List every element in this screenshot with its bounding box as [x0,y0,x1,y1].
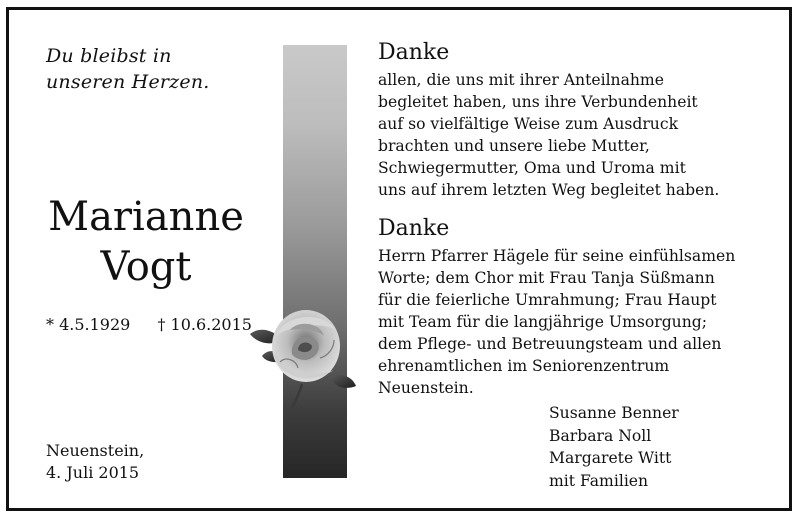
paragraph-2-line: Worte; dem Chor mit Frau Tanja Süßmann [378,269,715,287]
place-and-date [46,440,144,484]
motto [46,43,210,95]
rose-icon [246,300,364,410]
motto-line-1: Du bleibst in [46,45,172,67]
birth-date: * 4.5.1929 [46,315,131,334]
thanks-heading-2: Danke [378,216,450,241]
paragraph-1-line: allen, die uns mit ihrer Anteilnahme [378,71,664,89]
deceased-last-name: Vogt [100,244,192,290]
deceased-first-name: Marianne [48,194,244,240]
paragraph-1-line: Schwiegermutter, Oma und Uroma mit [378,159,686,177]
signer-family: mit Familien [549,471,649,490]
motto-line-2: unseren Herzen. [46,71,210,93]
thanks-paragraph-2 [378,245,735,399]
death-date: † 10.6.2015 [157,315,252,334]
paragraph-1-line: begleitet haben, uns ihre Verbundenheit [378,93,698,111]
date-line: 4. Juli 2015 [46,463,140,482]
paragraph-2-line: für die feierliche Umrahmung; Frau Haupt [378,291,717,309]
signer-name: Barbara Noll [549,426,652,445]
signer-name: Susanne Benner [549,404,679,422]
paragraph-1-line: auf so vielfältige Weise zum Ausdruck [378,115,679,133]
thanks-paragraph-1 [378,69,719,201]
paragraph-1-line: brachten und unsere liebe Mutter, [378,137,650,155]
paragraph-2-line: Neuenstein. [378,379,474,397]
thanks-heading-1: Danke [378,40,450,65]
paragraph-2-line: Herrn Pfarrer Hägele für seine einfühlsamen [378,247,736,265]
paragraph-2-line: dem Pflege- und Betreuungsteam und allen [378,335,722,353]
paragraph-2-line: mit Team für die langjährige Umsorgung; [378,313,708,331]
paragraph-2-line: ehrenamtlichen im Seniorenzentrum [378,357,670,375]
life-dates [46,315,252,335]
paragraph-1-line: uns auf ihrem letzten Weg begleitet haben. [378,181,720,199]
place-line: Neuenstein, [46,441,145,460]
gradient-bar [283,45,347,478]
signers [549,402,679,492]
signer-name: Margarete Witt [549,449,672,467]
